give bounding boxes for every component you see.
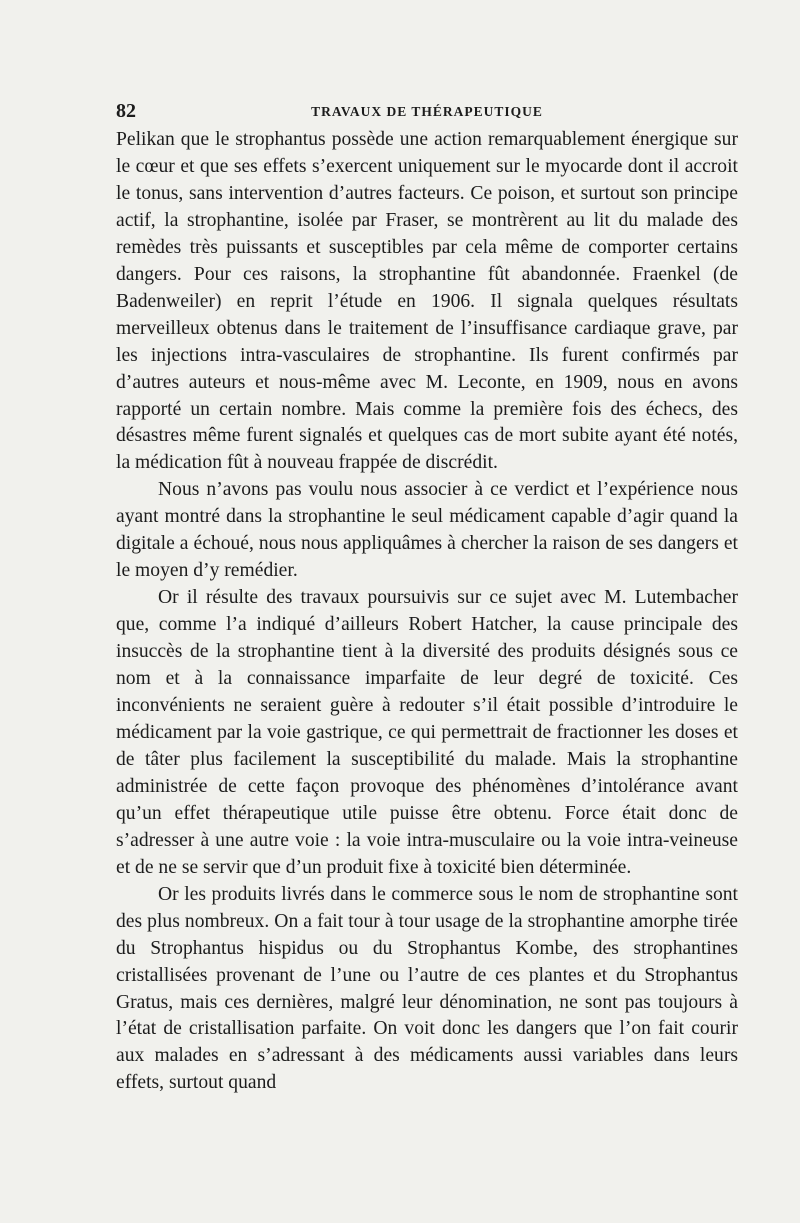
running-title: TRAVAUX DE THÉRAPEUTIQUE [311,104,543,119]
paragraph: Or il résulte des travaux poursuivis sur ce sujet avec M. Lutembacher que, comme l’a indiqué d’ailleurs Robert Hatcher, la cause principale des insuccès de la strophantine tient à la diversité des produits désignés sous ce nom et à la connaissance imparfaite de leur degré de toxicité. Ces inconvénients ne seraient guère à redouter s’il était possible d’introduire le médicament par la voie gastrique, ce qui permettrait de fractionner les doses et de tâter plus facilement la susceptibilité du malade. Mais la strophantine administrée de cette façon provoque des phénomènes d’intolérance avant qu’un effet thérapeutique utile puisse être obtenu. Force était donc de s’adresser à une autre voie : la voie intra-musculaire ou la voie intra-veineuse et de ne se servir que d’un produit fixe à toxicité bien déterminée. [116,587,738,878]
page-header [116,100,738,124]
paragraph-continued: Pelikan que le strophantus possède une action remarquablement énergique sur le cœur et que ses effets s’exercent uniquement sur le myocarde dont il accroit le tonus, sans intervention d’autres facteurs. Ce poison, et surtout son principe actif, la strophantine, isolée par Fraser, se montrèrent au lit du malade des remèdes très puissants et susceptibles par cela même de comporter certains dangers. Pour ces raisons, la strophantine fût abandonnée. Fraenkel (de Badenweiler) en reprit l’étude en 1906. Il signala quelques résultats merveilleux obtenus dans le traitement de l’insuffisance cardiaque grave, par les injections intra-vasculaires de strophantine. Ils furent confirmés par d’autres auteurs et nous-même avec M. Leconte, en 1909, nous en avons rapporté un certain nombre. Mais comme la première fois des échecs, des désastres même furent signalés et quelques cas de mort subite ayant été notés, la médication fût à nouveau frappée de discrédit. [116,129,738,474]
paragraph: Nous n’avons pas voulu nous associer à ce verdict et l’expérience nous ayant montré dans la strophantine le seul médicament capable d’agir quand la digitale a échoué, nous nous appliquâmes à chercher la raison de ses dangers et le moyen d’y remédier. [116,479,738,582]
body-text [116,127,738,1097]
paragraph: Or les produits livrés dans le commerce sous le nom de strophantine sont des plus nombreux. On a fait tour à tour usage de la strophantine amorphe tirée du Strophantus hispidus ou du Strophantus Kombe, des strophantines cristallisées provenant de l’une ou l’autre de ces plantes et du Strophantus Gratus, mais ces dernières, malgré leur dénomination, ne sont pas toujours à l’état de cristallisation parfaite. On voit donc les dangers que l’on fait courir aux malades en s’adressant à des médicaments aussi variables dans leurs effets, surtout quand [116,883,738,1094]
page-number: 82 [116,100,136,122]
